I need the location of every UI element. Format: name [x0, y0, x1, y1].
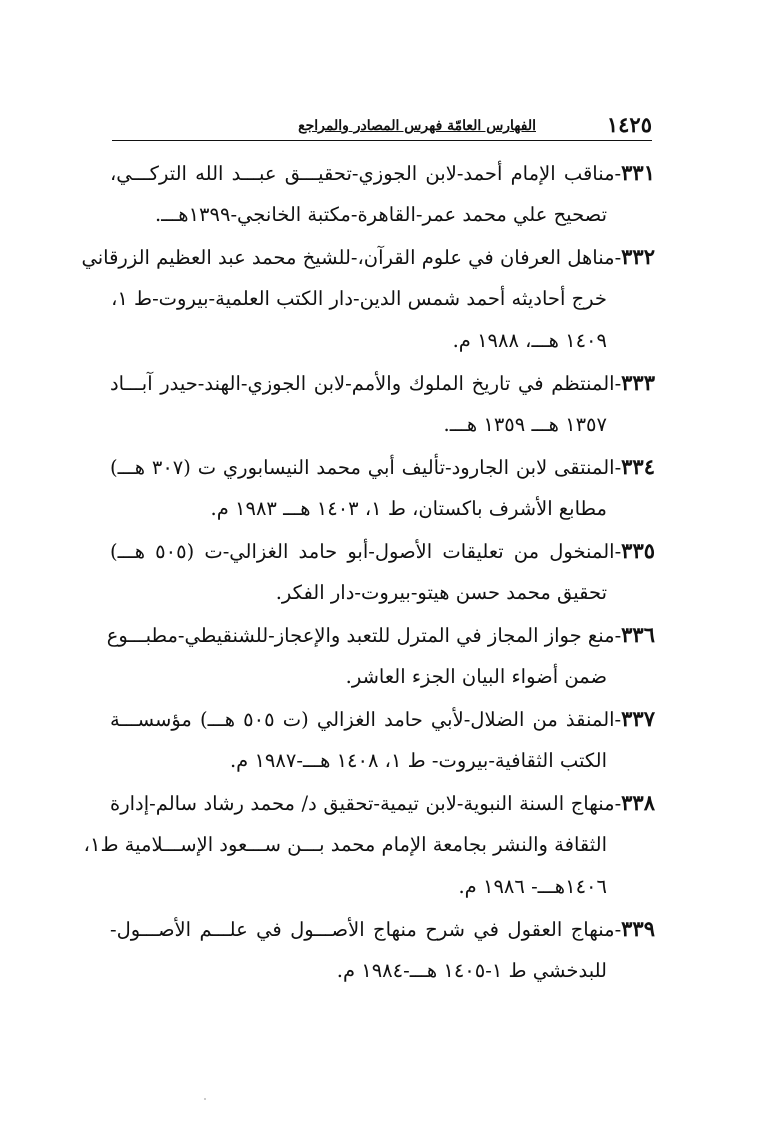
entry-number: ٣٣٩: [621, 916, 655, 941]
bibliography-entry: [83, 782, 655, 908]
bibliography-list: [81, 152, 656, 992]
page-number: ١٤٢٥: [606, 112, 652, 137]
entry-text: -منهاج السنة النبوية-لابن تيمية-تحقيق د/ محمد رشاد سالم-إدارة: [110, 792, 622, 815]
running-title: الفهارس العامّة فهرس المصادر والمراجع: [298, 118, 536, 134]
entry-text: ١٣٥٧ هـــ ١٣٥٩ هـــ.: [443, 413, 607, 436]
entry-first-line: [110, 908, 655, 950]
entry-continuation-line: [83, 824, 655, 866]
entry-text: ١٤٠٦هـــ- ١٩٨٦ م.: [458, 875, 607, 898]
bibliography-entry: [110, 446, 655, 530]
bibliography-entry: [81, 236, 655, 362]
entry-text: ١٤٠٩ هـــ، ١٩٨٨ م.: [452, 329, 607, 352]
entry-number: ٣٣٥: [621, 538, 656, 563]
entry-text: ضمن أضواء البيان الجزء العاشر.: [345, 665, 607, 688]
entry-text: -المنتظم في تاريخ الملوك والأمم-لابن الجوزي-الهند-حيدر آبـــاد: [110, 372, 622, 395]
entry-text: تصحيح علي محمد عمر-القاهرة-مكتبة الخانجي-١٣٩٩هـــ.: [154, 203, 607, 226]
entry-continuation-line: [110, 866, 655, 908]
entry-continuation-line: [110, 404, 655, 446]
entry-text: للبدخشي ط ١-١٤٠٥ هـــ-١٩٨٤ م.: [336, 959, 607, 982]
entry-text: الثقافة والنشر بجامعة الإمام محمد بـــن ســـعود الإســـلامية ط١،: [83, 833, 607, 856]
entry-number: ٣٣٢: [621, 244, 655, 269]
entry-continuation-line: [110, 488, 655, 530]
entry-continuation-line: [110, 320, 655, 362]
entry-text: مطابع الأشرف باكستان، ط ١، ١٤٠٣ هـــ ١٩٨٣ م.: [210, 497, 607, 520]
entry-text: تحقيق محمد حسن هيتو-بيروت-دار الفكر.: [275, 581, 607, 604]
entry-first-line: [106, 614, 655, 656]
entry-text: -المنخول من تعليقات الأصول-أبو حامد الغزالي-ت (٥٠٥ هـــ): [110, 540, 622, 563]
entry-text: -مناقب الإمام أحمد-لابن الجوزي-تحقيـــق عبـــد الله التركـــي،: [110, 162, 622, 185]
entry-number: ٣٣٦: [621, 622, 655, 647]
entry-number: ٣٣٨: [621, 790, 655, 815]
entry-text: -منع جواز المجاز في المترل للتعبد والإعجاز-للشنقيطي-مطبـــوع: [106, 624, 622, 647]
entry-first-line: [81, 236, 655, 278]
entry-continuation-line: [110, 740, 655, 782]
bibliography-entry: [110, 908, 655, 992]
entry-text: -المنقذ من الضلال-لأبي حامد الغزالي (ت ٥٠٥ هـــ) مؤسســـة: [110, 708, 622, 731]
entry-first-line: [110, 698, 655, 740]
entry-first-line: [110, 530, 655, 572]
entry-continuation-line: [110, 950, 655, 992]
page-header: [112, 112, 652, 141]
bibliography-entry: [110, 362, 655, 446]
entry-text: -مناهل العرفان في علوم القرآن،-للشيخ محمد عبد العظيم الزرقاني: [81, 246, 622, 269]
entry-text: -منهاج العقول في شرح منهاج الأصـــول في علـــم الأصـــول-: [110, 918, 622, 941]
entry-first-line: [110, 152, 655, 194]
entry-first-line: [110, 782, 655, 824]
entry-text: خرج أحاديثه أحمد شمس الدين-دار الكتب العلمية-بيروت-ط ١،: [111, 287, 607, 310]
entry-first-line: [110, 446, 655, 488]
entry-text: -المنتقى لابن الجارود-تأليف أبي محمد النيسابوري ت (٣٠٧ هـــ): [110, 456, 622, 479]
bibliography-entry: [110, 530, 655, 614]
scan-speck: [204, 1098, 206, 1100]
entry-number: ٣٣١: [621, 160, 655, 185]
entry-number: ٣٣٣: [621, 370, 655, 395]
entry-first-line: [110, 362, 655, 404]
bibliography-entry: [110, 152, 655, 236]
entry-continuation-line: [110, 194, 655, 236]
entry-number: ٣٣٤: [621, 454, 655, 479]
entry-continuation-line: [110, 656, 655, 698]
entry-text: الكتب الثقافية-بيروت- ط ١، ١٤٠٨ هـــ-١٩٨٧ م.: [229, 749, 607, 772]
bibliography-entry: [106, 614, 655, 698]
bibliography-entry: [110, 698, 655, 782]
entry-continuation-line: [110, 278, 655, 320]
entry-number: ٣٣٧: [621, 706, 655, 731]
entry-continuation-line: [110, 572, 655, 614]
